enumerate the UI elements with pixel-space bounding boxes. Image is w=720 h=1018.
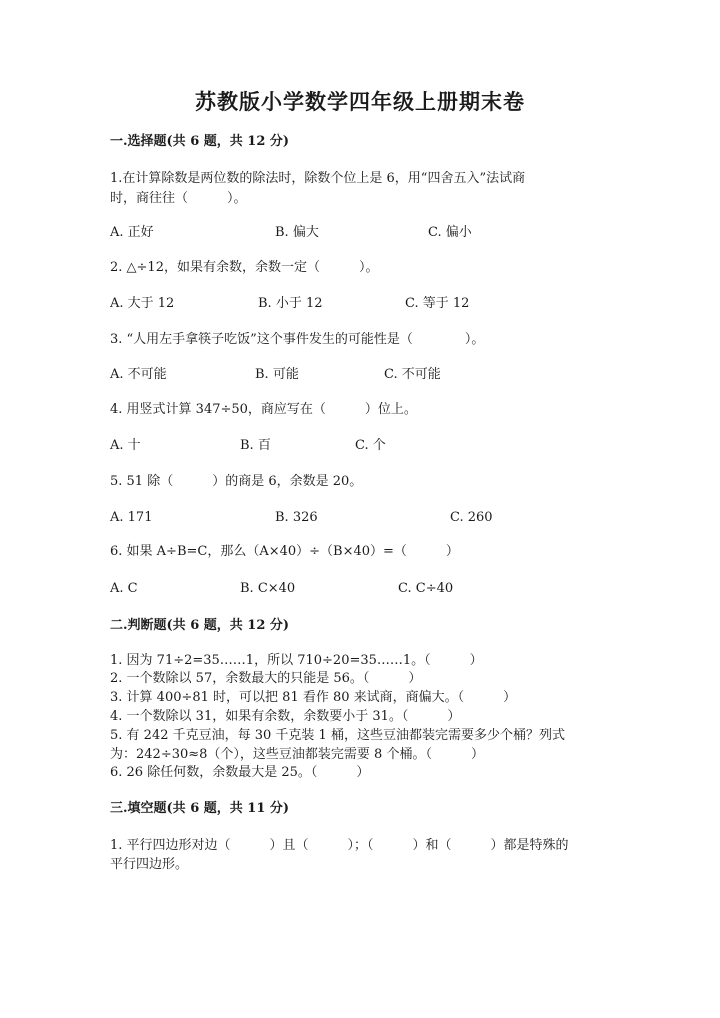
choice-q3-line1: 3. “人用左手拿筷子吃饭”这个事件发生的可能性是（ ）。 (110, 332, 485, 347)
choice-q2-option-a: A. 大于 12 (110, 296, 175, 311)
choice-q5-line1: 5. 51 除（ ）的商是 6，余数是 20。 (110, 474, 363, 489)
choice-q1-line2: 时，商往往（ ）。 (110, 191, 247, 206)
choice-q4-option-b: B. 百 (240, 438, 271, 453)
section-heading-judge: 二.判断题(共 6 题，共 12 分) (110, 618, 290, 633)
choice-q4-line1: 4. 用竖式计算 347÷50，商应写在（ ）位上。 (110, 402, 417, 417)
fill-q1-line2: 平行四边形。 (110, 857, 189, 872)
choice-q1-option-a: A. 正好 (110, 225, 154, 240)
choice-q1-line1: 1.在计算除数是两位数的除法时，除数个位上是 6，用“四舍五入”法试商 (110, 171, 526, 186)
choice-q1-option-c: C. 偏小 (428, 225, 472, 240)
choice-q4-option-c: C. 个 (355, 438, 386, 453)
choice-q1-option-b: B. 偏大 (275, 225, 319, 240)
choice-q6-line1: 6. 如果 A÷B=C，那么（A×40）÷（B×40）=（ ） (110, 544, 459, 559)
judge-q3: 3. 计算 400÷81 时，可以把 81 看作 80 来试商，商偏大。（ ） (110, 690, 517, 705)
section-heading-choice: 一.选择题(共 6 题，共 12 分) (110, 134, 290, 149)
judge-q1: 1. 因为 71÷2=35……1，所以 710÷20=35……1。（ ） (110, 653, 483, 668)
choice-q5-option-c: C. 260 (450, 510, 493, 525)
section-heading-fill: 三.填空题(共 6 题，共 11 分) (110, 801, 290, 816)
judge-q4: 4. 一个数除以 31，如果有余数，余数要小于 31。（ ） (110, 709, 461, 724)
choice-q5-option-b: B. 326 (275, 510, 318, 525)
choice-q2-line1: 2. △÷12，如果有余数，余数一定（ ）。 (110, 260, 379, 275)
choice-q6-option-b: B. C×40 (240, 581, 296, 596)
choice-q6-option-c: C. C÷40 (398, 581, 454, 596)
judge-q6: 6. 26 除任何数，余数最大是 25。（ ） (110, 765, 370, 780)
choice-q3-option-c: C. 不可能 (384, 367, 441, 382)
judge-q2: 2. 一个数除以 57，余数最大的只能是 56。（ ） (110, 671, 422, 686)
page-title: 苏教版小学数学四年级上册期末卷 (195, 89, 525, 114)
choice-q4-option-a: A. 十 (110, 438, 141, 453)
choice-q3-option-a: A. 不可能 (110, 367, 167, 382)
judge-q5-line2: 为：242÷30≈8（个），这些豆油都装完需要 8 个桶。（ ） (110, 747, 484, 762)
fill-q1-line1: 1. 平行四边形对边（ ）且（ ）；（ ）和（ ）都是特殊的 (110, 838, 569, 853)
choice-q2-option-b: B. 小于 12 (258, 296, 323, 311)
judge-q5-line1: 5. 有 242 千克豆油，每 30 千克装 1 桶，这些豆油都装完需要多少个桶？列式 (110, 728, 565, 743)
choice-q5-option-a: A. 171 (110, 510, 153, 525)
choice-q6-option-a: A. C (110, 581, 138, 596)
choice-q3-option-b: B. 可能 (255, 367, 299, 382)
choice-q2-option-c: C. 等于 12 (405, 296, 470, 311)
